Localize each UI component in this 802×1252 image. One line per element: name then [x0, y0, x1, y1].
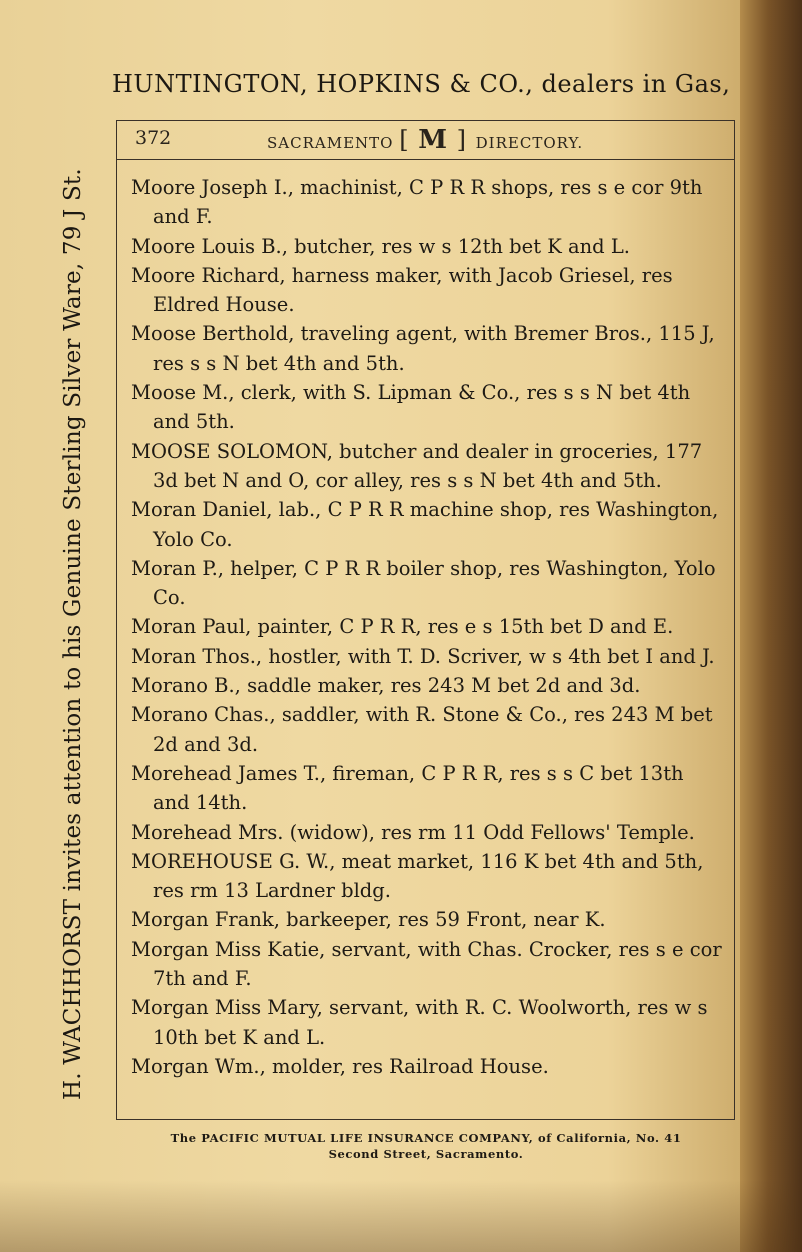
- directory-entry: Morehead James T., fireman, C P R R, res s s C bet 13th and 14th.: [131, 761, 684, 815]
- page-number: 372: [135, 127, 172, 149]
- directory-entry: Moose M., clerk, with S. Lipman & Co., res s s N bet 4th and 5th.: [131, 381, 691, 434]
- page-shadow: [0, 1180, 802, 1252]
- directory-entry: Moore Richard, harness maker, with Jacob Griesel, res Eldred House.: [131, 263, 673, 317]
- side-advertisement: H. WACHHORST invites attention to his Genuine Sterling Silver Ware, 79 J St.: [60, 168, 86, 1100]
- directory-entry: Moran Paul, painter, C P R R, res e s 15th bet D and E.: [131, 615, 674, 639]
- directory-entry: Moose Berthold, traveling agent, with Bremer Bros., 115 J, res s s N bet 4th and 5th.: [131, 322, 715, 375]
- top-advertisement: HUNTINGTON, HOPKINS & CO., dealers in Gas,: [112, 70, 731, 98]
- directory-entries: [131, 173, 726, 1081]
- directory-entry: Morgan Frank, barkeeper, res 59 Front, near K.: [131, 908, 606, 932]
- directory-entry: Morgan Wm., molder, res Railroad House.: [131, 1054, 549, 1078]
- header-letter: M: [418, 125, 449, 155]
- directory-entry: Moran P., helper, C P R R boiler shop, res Washington, Yolo Co.: [131, 556, 716, 610]
- directory-frame: [116, 120, 735, 1120]
- directory-entry: Morehead Mrs. (widow), res rm 11 Odd Fellows' Temple.: [131, 820, 695, 844]
- directory-entry: Morano Chas., saddler, with R. Stone & Co., res 243 M bet 2d and 3d.: [131, 703, 713, 756]
- page-binding-edge: [740, 0, 802, 1252]
- header-left: SACRAMENTO: [267, 134, 394, 152]
- directory-entry: Moore Louis B., butcher, res w s 12th bet K and L.: [131, 234, 631, 258]
- running-header: [117, 121, 734, 160]
- header-title: SACRAMENTO [ M ] DIRECTORY.: [267, 125, 584, 155]
- directory-entry: Morgan Miss Mary, servant, with R. C. Woolworth, res w s 10th bet K and L.: [131, 996, 708, 1049]
- directory-entry: Moran Thos., hostler, with T. D. Scriver, w s 4th bet I and J.: [131, 644, 715, 668]
- header-right: DIRECTORY.: [475, 134, 584, 152]
- directory-entry: MOOSE SOLOMON, butcher and dealer in groceries, 177 3d bet N and O, cor alley, res s s N bet 4th and 5th.: [131, 439, 703, 492]
- footer-advertisement: [116, 1130, 736, 1162]
- directory-entry: Morano B., saddle maker, res 243 M bet 2d and 3d.: [131, 674, 641, 698]
- directory-entry: Morgan Miss Katie, servant, with Chas. Crocker, res s e cor 7th and F.: [131, 937, 722, 991]
- directory-entry: MOREHOUSE G. W., meat market, 116 K bet 4th and 5th, res rm 13 Lardner bldg.: [131, 849, 704, 903]
- directory-entry: Moran Daniel, lab., C P R R machine shop, res Washington, Yolo Co.: [131, 498, 719, 551]
- footer-line-1: The PACIFIC MUTUAL LIFE INSURANCE COMPANY, of California, No. 41: [170, 1131, 682, 1145]
- footer-line-2: Second Street, Sacramento.: [328, 1147, 524, 1161]
- directory-entry: Moore Joseph I., machinist, C P R R shops, res s e cor 9th and F.: [131, 176, 703, 229]
